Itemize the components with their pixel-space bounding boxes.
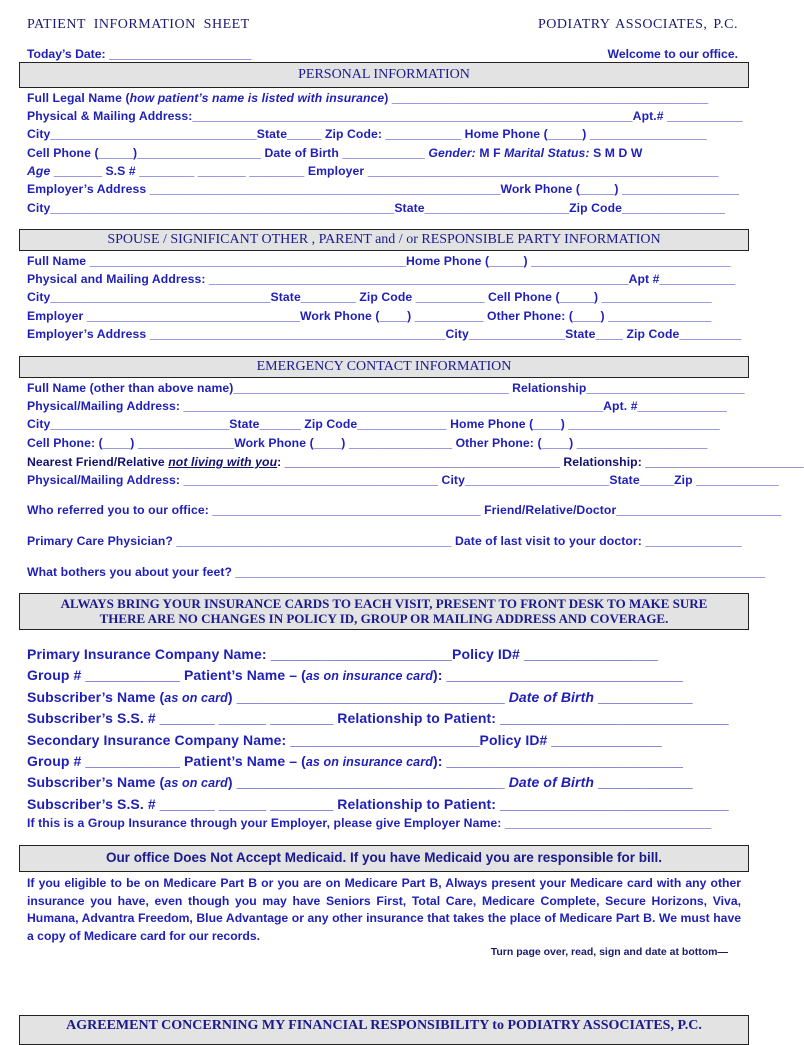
primary-ssn-relationship-field[interactable]: Subscriber’s S.S. # _______ ______ ________ Relationship to Patient: _____________________________ <box>27 710 729 726</box>
city-state-zip-phone-field[interactable]: City______________________________State_____ Zip Code: ___________ Home Phone (_____) _________________ <box>27 127 707 141</box>
primary-group-patient-field[interactable]: Group # ____________ Patient’s Name – (as on insurance card): ______________________________ <box>27 667 684 683</box>
primary-insurance-field[interactable]: Primary Insurance Company Name: _______________________Policy ID# _________________ <box>27 646 658 662</box>
referred-by-field[interactable]: Who referred you to our office: _______________________________________ Friend/Relative/Doctor________________________ <box>27 503 782 517</box>
primary-care-field[interactable]: Primary Care Physician? ________________________________________ Date of last visit to your doctor: ______________ <box>27 534 742 548</box>
medicare-paragraph: If you eligible to be on Medicare Part B or you are on Medicare Part B, Always present your Medicare card with any other insurance you have, even though you may have Seniors First, Total Care, Medicare Complete, Secure Horizons, Viva, Humana, Advantra Freedom, Blue Advantage or any other insurance that takes the place of Medicare Part B. We must have a copy of Medicare card for our records. <box>27 876 741 943</box>
insurance-banner: ALWAYS BRING YOUR INSURANCE CARDS TO EACH VISIT, PRESENT TO FRONT DESK TO MAKE SURE THERE ARE NO CHANGES IN POLICY ID, GROUP OR MAILING ADDRESS AND COVERAGE. <box>19 593 749 630</box>
nearest-friend-field[interactable]: Nearest Friend/Relative not living with you: ________________________________________ Relationship: _______________________ <box>27 455 804 469</box>
secondary-subscriber-field[interactable]: Subscriber’s Name (as on card) __________________________________ Date of Birth ____________ <box>27 774 693 790</box>
full-legal-name-field[interactable]: Full Legal Name (how patient’s name is listed with insurance) ______________________________________________ <box>27 91 709 105</box>
spouse-employer-address-field[interactable]: Employer’s Address ___________________________________________City______________State____ Zip Code_________ <box>27 327 742 341</box>
emergency-phones-field[interactable]: Cell Phone: (____) ______________Work Phone (____) _______________ Other Phone: (____) ___________________ <box>27 436 708 450</box>
cell-dob-gender-marital-field[interactable]: Cell Phone (_____)__________________ Date of Birth ____________ Gender: M F Marital Status: S M D W <box>27 146 643 160</box>
emergency-heading: EMERGENCY CONTACT INFORMATION <box>19 356 749 378</box>
employer-city-state-zip-field[interactable]: City__________________________________________________State_____________________Zip Code_______________ <box>27 201 726 215</box>
todays-date-field[interactable]: Today’s Date: _____________________ <box>27 47 252 61</box>
mailing-address-field[interactable]: Physical & Mailing Address:________________________________________________________________Apt.# ___________ <box>27 109 743 123</box>
agreement-heading: AGREEMENT CONCERNING MY FINANCIAL RESPONSIBILITY to PODIATRY ASSOCIATES, P.C. <box>19 1015 749 1045</box>
emergency-name-relationship-field[interactable]: Full Name (other than above name)________________________________________ Relationship_______________________ <box>27 381 745 395</box>
emergency-address-field[interactable]: Physical/Mailing Address: _____________________________________________________________Apt. #_____________ <box>27 399 728 413</box>
friend-address-field[interactable]: Physical/Mailing Address: _____________________________________ City_____________________State_____Zip ____________ <box>27 473 779 487</box>
secondary-ssn-relationship-field[interactable]: Subscriber’s S.S. # _______ ______ ________ Relationship to Patient: _____________________________ <box>27 796 729 812</box>
spouse-employer-field[interactable]: Employer _______________________________Work Phone (____) __________ Other Phone: (____) _______________ <box>27 309 712 323</box>
feet-complaint-field[interactable]: What bothers you about your feet? _____________________________________________________________________________ <box>27 565 766 579</box>
secondary-insurance-field[interactable]: Secondary Insurance Company Name: ________________________Policy ID# ______________ <box>27 732 662 748</box>
turn-page-note: Turn page over, read, sign and date at bottom— <box>490 946 728 958</box>
age-ssn-employer-field[interactable]: Age _______ S.S # ________ _______ ________ Employer ___________________________________________________ <box>27 164 719 178</box>
practice-name: PODIATRY ASSOCIATES, P.C. <box>538 17 738 32</box>
personal-info-heading: PERSONAL INFORMATION <box>19 62 749 88</box>
secondary-group-patient-field[interactable]: Group # ____________ Patient’s Name – (as on insurance card): ______________________________ <box>27 753 684 769</box>
welcome-text: Welcome to our office. <box>607 47 738 61</box>
employer-address-field[interactable]: Employer’s Address ___________________________________________________Work Phone (_____) _________________ <box>27 182 739 196</box>
form-title: PATIENT INFORMATION SHEET <box>27 17 250 32</box>
primary-subscriber-field[interactable]: Subscriber’s Name (as on card) __________________________________ Date of Birth ____________ <box>27 689 693 705</box>
emergency-city-state-phone-field[interactable]: City__________________________State______ Zip Code_____________ Home Phone (____) ______________________ <box>27 417 720 431</box>
spouse-city-state-zip-field[interactable]: City________________________________State________ Zip Code __________ Cell Phone (_____) ________________ <box>27 290 712 304</box>
group-employer-field[interactable]: If this is a Group Insurance through your Employer, please give Employer Name: ______________________________ <box>27 816 712 830</box>
medicaid-banner: Our office Does Not Accept Medicaid. If you have Medicaid you are responsible for bill. <box>19 845 749 872</box>
spouse-address-field[interactable]: Physical and Mailing Address: _____________________________________________________________Apt #___________ <box>27 272 736 286</box>
spouse-name-phone-field[interactable]: Full Name ______________________________________________Home Phone (_____) _____________________________ <box>27 254 731 268</box>
spouse-heading: SPOUSE / SIGNIFICANT OTHER , PARENT and / or RESPONSIBLE PARTY INFORMATION <box>19 229 749 251</box>
